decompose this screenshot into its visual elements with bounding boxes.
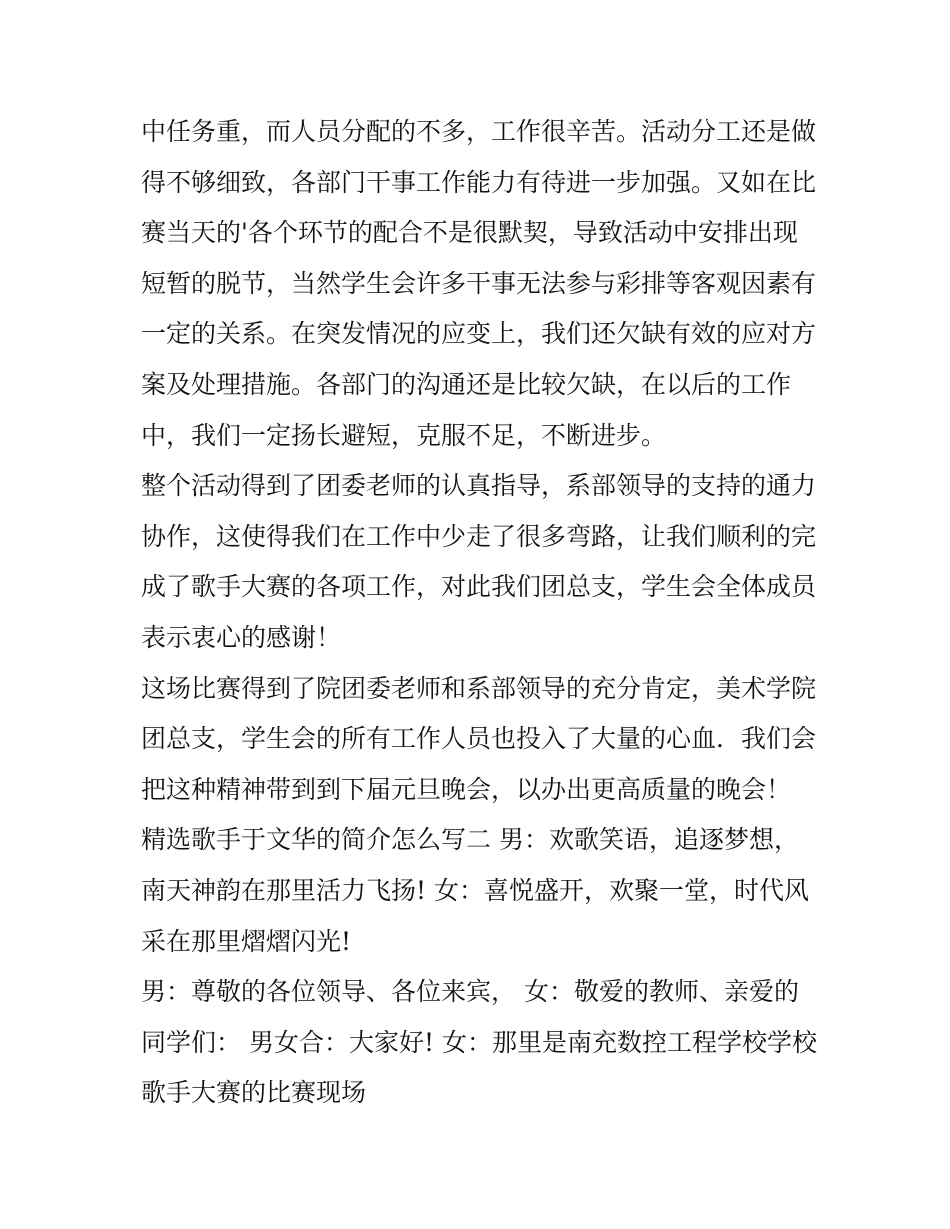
- text-line: 成了歌手大赛的各项工作，对此我们团总支，学生会全体成员: [141, 572, 817, 602]
- text-line: 中，我们一定扬长避短，克服不足，不断进步。: [141, 420, 667, 450]
- text-line: 歌手大赛的比赛现场: [141, 1078, 367, 1108]
- text-line: 赛当天的'各个环节的配合不是很默契，导致活动中安排出现: [141, 218, 798, 248]
- text-line: 中任务重，而人员分配的不多，工作很辛苦。活动分工还是做: [141, 117, 817, 146]
- document-body: [141, 107, 831, 1119]
- text-line: 同学们： 男女合：大家好! 女：那里是南充数控工程学校学校: [141, 1027, 817, 1057]
- text-line: 精选歌手于文华的简介怎么写二 男：欢歌笑语，追逐梦想，: [141, 825, 799, 855]
- text-line: 团总支，学生会的所有工作人员也投入了大量的心血．我们会: [141, 724, 817, 754]
- text-line: 采在那里熠熠闪光!: [141, 926, 352, 956]
- text-line: 得不够细致，各部门干事工作能力有待进一步加强。又如在比: [141, 167, 817, 197]
- text-line: 表示衷心的感谢！: [141, 622, 342, 652]
- text-line: 整个活动得到了团委老师的认真指导，系部领导的支持的通力: [141, 471, 817, 501]
- text-line: 男：尊敬的各位领导、各位来宾， 女：敬爱的教师、亲爱的: [141, 977, 799, 1007]
- text-line: 这场比赛得到了院团委老师和系部领导的充分肯定，美术学院: [141, 673, 817, 703]
- text-line: 把这种精神带到到下届元旦晚会，以办出更高质量的晚会！: [141, 774, 792, 804]
- text-line: 一定的关系。在突发情况的应变上，我们还欠缺有效的应对方: [141, 319, 817, 349]
- text-line: 案及处理措施。各部门的沟通还是比较欠缺，在以后的工作: [141, 369, 792, 399]
- text-line: 协作，这使得我们在工作中少走了很多弯路，让我们顺利的完: [141, 521, 817, 551]
- text-line: 短暂的脱节，当然学生会许多干事无法参与彩排等客观因素有: [141, 268, 817, 298]
- text-line: 南天神韵在那里活力飞扬! 女：喜悦盛开，欢聚一堂，时代风: [141, 875, 809, 905]
